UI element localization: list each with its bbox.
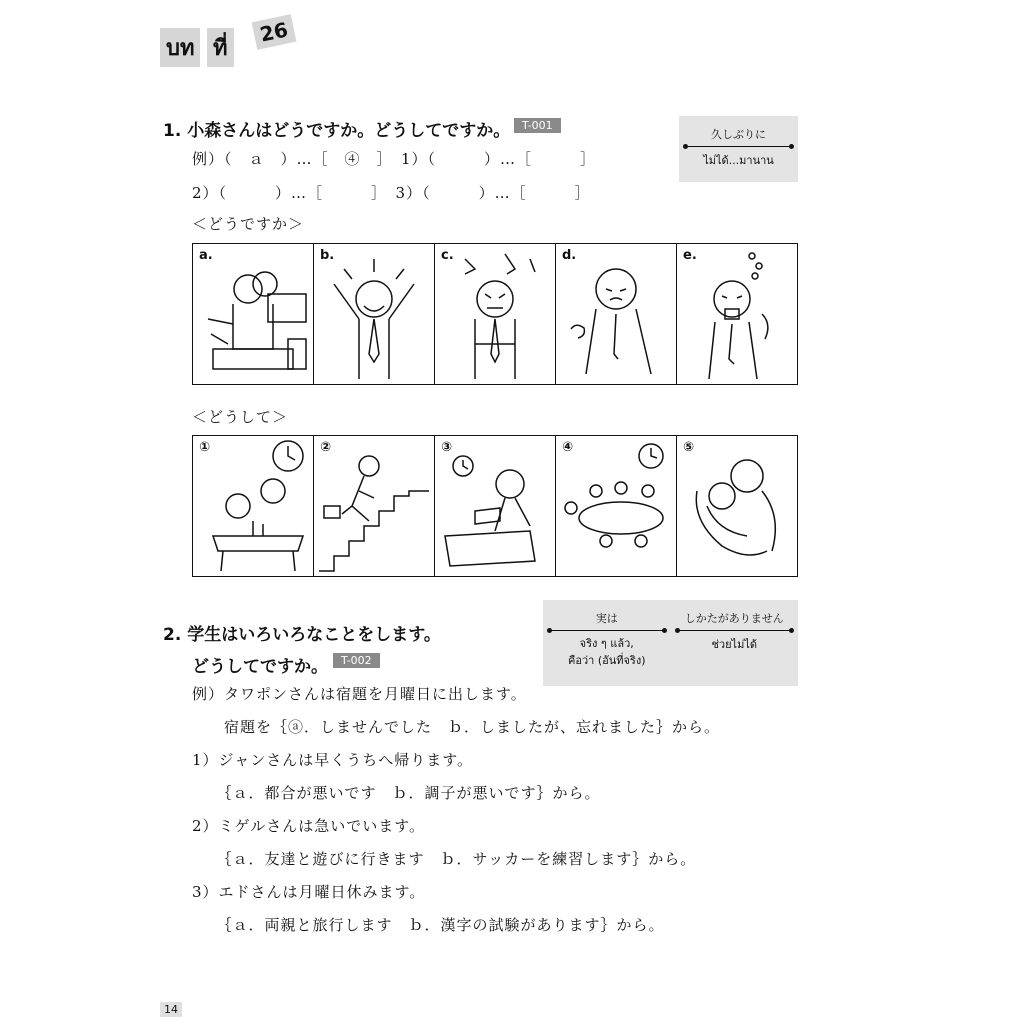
running-up-stairs-illustration: [314, 436, 434, 576]
vocab-th: จริง ๆ แล้ว, คือว่า (อันที่จริง): [568, 637, 646, 667]
why-label: ＜どうして＞: [192, 408, 289, 426]
late-night-drinking-illustration: [193, 436, 313, 576]
how-panel-b: [314, 244, 435, 384]
q1-title: 1. 小森さんはどうですか。どうしてですか。: [163, 121, 511, 141]
vocab-divider: [677, 630, 793, 631]
q2-item-1: 1）ジャンさんは早くうちへ帰ります。: [192, 751, 474, 769]
q1-track-badge[interactable]: T-001: [514, 118, 561, 133]
q1-answer-row-2: 2）（ ）…［ ］ 3）（ ）…［ ］: [192, 184, 591, 202]
q1-answer-row-1: 例）（ ａ ）…［ ④ ］ 1）（ ）…［ ］: [192, 150, 597, 168]
q2-item-2-choices: ｛ａ．友達と遊びに行きます ｂ．サッカーを練習します｝から。: [192, 850, 697, 868]
happy-man-illustration: [314, 244, 434, 384]
packing-suitcase-illustration: [435, 436, 555, 576]
vocab-divider: [685, 146, 792, 147]
how-panel-d: [556, 244, 677, 384]
how-panel-e: [677, 244, 797, 384]
tired-man-illustration: [556, 244, 676, 384]
lesson-label-ti: ที่: [207, 28, 234, 67]
how-picture-strip: [192, 243, 798, 385]
vocab-th: ช่วยไม่ได้: [711, 638, 758, 651]
example-sentence: 例）タワポンさんは宿題を月曜日に出します。: [192, 685, 527, 703]
vocab-item-jitsuwa: [543, 600, 671, 686]
why-panel-5: [677, 436, 797, 576]
q2-title: 2. 学生はいろいろなことをします。: [163, 625, 441, 645]
q2-subtitle: どうしてですか。: [192, 657, 328, 677]
vocab-th: ไม่ได้...มานาน: [703, 154, 774, 167]
q2-item-3: 3）エドさんは月曜日休みます。: [192, 883, 426, 901]
vocab-box-q2: [543, 600, 798, 686]
q2-item-1-choices: ｛ａ．都合が悪いです ｂ．調子が悪いです｝から。: [192, 784, 601, 802]
panel-label: ④: [562, 440, 574, 455]
why-panel-4: [556, 436, 677, 576]
vocab-jp: しかたがありません: [684, 612, 784, 625]
baby-care-illustration: [677, 436, 797, 576]
lesson-label: บท: [160, 28, 200, 67]
page-number: 14: [160, 1002, 182, 1017]
meeting-illustration: [556, 436, 676, 576]
why-panel-1: [193, 436, 314, 576]
q2-track-badge[interactable]: T-002: [333, 653, 380, 668]
vocab-divider: [549, 630, 665, 631]
q2-item-3-choices: ｛ａ．両親と旅行します ｂ．漢字の試験があります｝から。: [192, 916, 665, 934]
how-panel-c: [435, 244, 556, 384]
angry-man-illustration: [435, 244, 555, 384]
why-panel-2: [314, 436, 435, 576]
how-panel-a: [193, 244, 314, 384]
lesson-number: 26: [252, 14, 297, 50]
vocab-box-hisashiburi: [679, 116, 798, 182]
panel-label: ①: [199, 440, 211, 455]
busy-worker-illustration: [193, 244, 313, 384]
panel-label: ②: [320, 440, 332, 455]
panel-label: ⑤: [683, 440, 695, 455]
vocab-jp: 実は: [595, 612, 618, 625]
example-choices: 宿題を｛ⓐ．しませんでした ｂ．しましたが、忘れました｝から。: [192, 718, 721, 736]
panel-label: a.: [199, 248, 213, 263]
panel-label: d.: [562, 248, 577, 263]
panel-label: c.: [441, 248, 454, 263]
vocab-item-shikataganai: [671, 600, 799, 686]
why-picture-strip: [192, 435, 798, 577]
why-panel-3: [435, 436, 556, 576]
panel-label: e.: [683, 248, 697, 263]
panel-label: ③: [441, 440, 453, 455]
vocab-jp: 久しぶりに: [711, 128, 766, 141]
q2-item-2: 2）ミゲルさんは急いでいます。: [192, 817, 426, 835]
sick-man-illustration: [677, 244, 797, 384]
panel-label: b.: [320, 248, 335, 263]
how-label: ＜どうですか＞: [192, 215, 305, 233]
